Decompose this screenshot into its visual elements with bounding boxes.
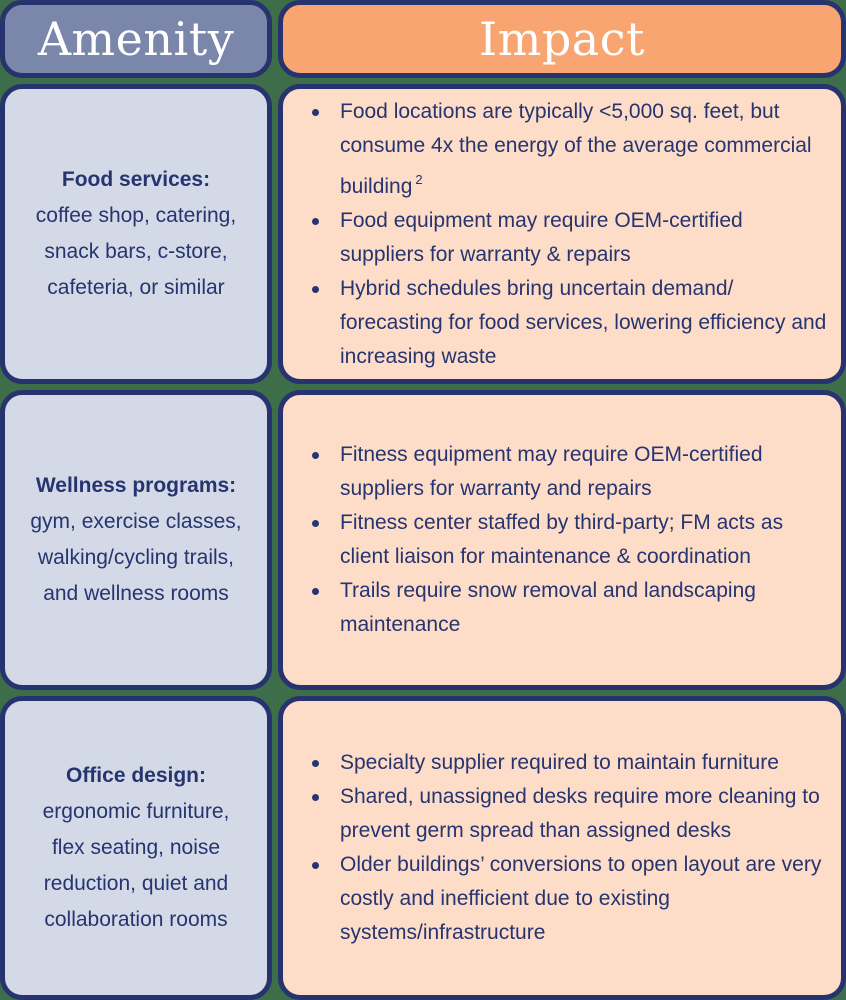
amenity-cell-wellness-programs	[0, 390, 272, 690]
impact-list	[309, 95, 829, 374]
amenity-description-line: flex seating, noise	[51, 836, 221, 859]
impact-item-text: Trails require snow removal and landscaping maintenance	[340, 579, 756, 636]
impact-item	[309, 438, 829, 506]
amenity-title: Wellness programs:	[35, 474, 237, 497]
impact-item	[309, 848, 829, 950]
amenity-description-line: walking/cycling trails,	[37, 546, 235, 569]
impact-item	[309, 204, 829, 272]
amenity-description-line: coffee shop, catering,	[35, 204, 237, 227]
impact-cell-wellness-programs	[278, 390, 846, 690]
impact-header-label: Impact	[479, 12, 645, 66]
amenity-title: Office design:	[65, 764, 207, 787]
impact-item	[309, 746, 829, 780]
amenity-description-line: and wellness rooms	[43, 582, 229, 605]
amenity-title: Food services:	[61, 168, 211, 191]
impact-item-text: Hybrid schedules bring uncertain demand/ forecasting for food services, lowering efficiency and increasing waste	[340, 276, 827, 368]
impact-item-text: Specialty supplier required to maintain furniture	[340, 751, 779, 774]
impact-item	[309, 95, 829, 204]
impact-item-text: Food equipment may require OEM-certified suppliers for warranty & repairs	[340, 208, 743, 266]
amenity-header-label: Amenity	[37, 12, 235, 66]
impact-item-text: Fitness center staffed by third-party; FM acts as client liaison for maintenance & coordination	[340, 511, 784, 568]
impact-cell-food-services	[278, 84, 846, 384]
amenity-description-line: reduction, quiet and	[43, 872, 229, 895]
amenity-description-line: snack bars, c-store,	[44, 240, 228, 263]
amenity-description-line: cafeteria, or similar	[47, 276, 225, 299]
impact-item-text: Food locations are typically <5,000 sq. feet, but consume 4x the energy of the average commercial building	[340, 99, 812, 198]
amenity-description-line: collaboration rooms	[44, 908, 228, 931]
impact-item	[309, 506, 829, 574]
amenity-description-line: gym, exercise classes,	[30, 510, 242, 533]
amenity-cell-food-services	[0, 84, 272, 384]
impact-column-header	[278, 0, 846, 78]
impact-cell-office-design	[278, 696, 846, 1000]
impact-list	[309, 746, 829, 950]
footnote-marker: 2	[415, 171, 423, 187]
impact-item-text: Fitness equipment may require OEM-certified suppliers for warranty and repairs	[340, 443, 763, 500]
impact-item-text: Shared, unassigned desks require more cleaning to prevent germ spread than assigned desks	[340, 785, 820, 842]
amenity-description-line: ergonomic furniture,	[42, 800, 230, 823]
amenity-cell-office-design	[0, 696, 272, 1000]
impact-item	[309, 272, 829, 374]
amenity-column-header	[0, 0, 272, 78]
impact-item	[309, 574, 829, 642]
impact-item-text: Older buildings’ conversions to open layout are very costly and inefficient due to existing systems/infrastructure	[340, 853, 822, 944]
impact-item	[309, 780, 829, 848]
impact-list	[309, 438, 829, 642]
